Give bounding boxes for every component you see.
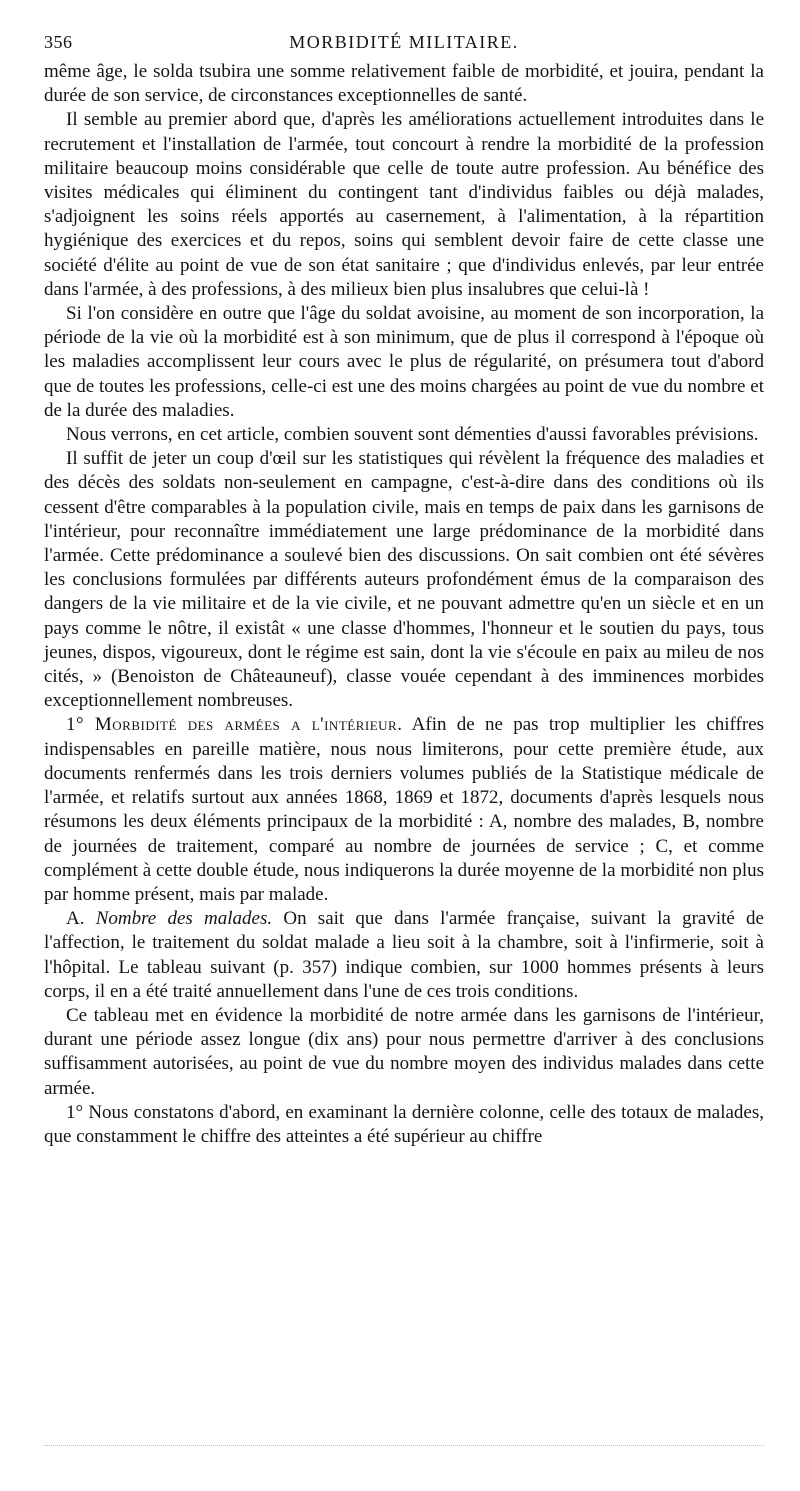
section-heading-morbidite-interieur: 1° Morbidité des armées a l'intérieur. [66,714,403,736]
running-title: MORBIDITÉ MILITAIRE. [289,32,519,52]
paragraph-3: Si l'on considère en outre que l'âge du soldat avoisine, au moment de son incorporation, la période de la vie où la morbidité est à son minimum, que de plus il correspond à l'époque où les maladies accomplissent leur cours avec le plus de régularité, on présumera tout d'abord que de toutes les professions, celle-ci est une des moins chargées au point de vue du nombre et de la durée des maladies. [44,303,764,421]
paragraph-2: Il semble au premier abord que, d'après les améliorations actuellement introduites dans le recrutement et l'installation de l'armée, tout concourt à rendre la morbidité de la profession militaire beaucoup moins considérable que celle de toute autre profession. Au bénéfice des visites médicales qui éliminent du contingent tant d'individus faibles ou déjà malades, s'adjoignent les soins réels apportés au casernement, à l'alimentation, à la répartition hygiénique des exercices et du repos, soins qui semblent devoir faire de cette classe une société d'élite au point de vue de son état sanitaire ; que d'individus enlevés, par leur entrée dans l'armée, à des professions, à des milieux bien plus insalubres que celui-là ! [44,109,764,300]
paragraph-1: même âge, le solda tsubira une somme relativement faible de morbidité, et jouira, pendant la durée de son service, de circonstances exceptionnelles de santé. [44,61,764,107]
paragraph-6 [44,713,764,907]
subsection-heading-nombre-malades: Nombre des malades. [95,908,273,930]
paragraph-4: Nous verrons, en cet article, combien souvent sont démenties d'aussi favorables prévisions. [66,424,759,446]
subsection-letter: A. [66,908,85,930]
paragraph-5: Il suffit de jeter un coup d'œil sur les statistiques qui révèlent la fréquence des maladies et des décès des soldats non-seulement en campagne, c'est-à-dire dans des conditions où ils cessent d'être comparables à la population civile, mais en temps de paix dans les garnisons de l'intérieur, pour reconnaître immédiatement une large prédominance de la morbidité dans l'armée. Cette prédominance a soulevé bien des discussions. On sait combien ont été sévères les conclusions formulées par différents auteurs profondément émus de la comparaison des dangers de la vie militaire et de la vie civile, et ne pouvant admettre qu'en un siècle et en un pays comme le nôtre, il existât « une classe d'hommes, l'honneur et le soutien du pays, tous jeunes, dispos, vigoureux, dont le régime est sain, dont la vie s'écoule en paix au mileu de nos cités, » (Benoiston de Châteauneuf), classe vouée cependant à des imminences morbides exceptionnellement nombreuses. [44,448,764,712]
paragraph-6-text: Afin de ne pas trop multiplier les chiffres indispensables en pareille matière, nous nous limiterons, pour cette première étude, aux documents renfermés dans les trois derniers volumes publiés de la Statistique médicale de l'armée, et relatifs surtout aux années 1868, 1869 et 1872, documents d'après lesquels nous résumons les deux éléments principaux de la morbidité : A, nombre des malades, B, nombre de journées de traitement, comparé au nombre de journées de service ; C, et comme complément à cette double étude, nous indiquerons la durée moyenne de la morbidité non plus par homme présent, mais par malade. [44,714,764,905]
paragraph-7 [44,907,764,1004]
paragraph-9: 1° Nous constatons d'abord, en examinant la dernière colonne, celle des totaux de malades, que constamment le chiffre des atteintes a été supérieur au chiffre [44,1101,764,1147]
page [44,30,764,1149]
paragraph-8: Ce tableau met en évidence la morbidité de notre armée dans les garnisons de l'intérieur, durant une période assez longue (dix ans) pour nous permettre d'arriver à des conclusions suffisamment autorisées, au point de vue du nombre moyen des individus malades dans cette armée. [44,1004,764,1099]
footer-rule [44,1445,764,1447]
paragraph-7-text: On sait que dans l'armée française, suivant la gravité de l'affection, le traitement du soldat malade a lieu soit à la chambre, soit à l'infirmerie, soit à l'hôpital. Le tableau suivant (p. 357) indique combien, sur 1000 hommes présents à leurs corps, il en a été traité annuellement dans l'une de ces trois conditions. [44,908,764,1002]
running-head [44,30,764,60]
page-number: 356 [44,32,73,52]
